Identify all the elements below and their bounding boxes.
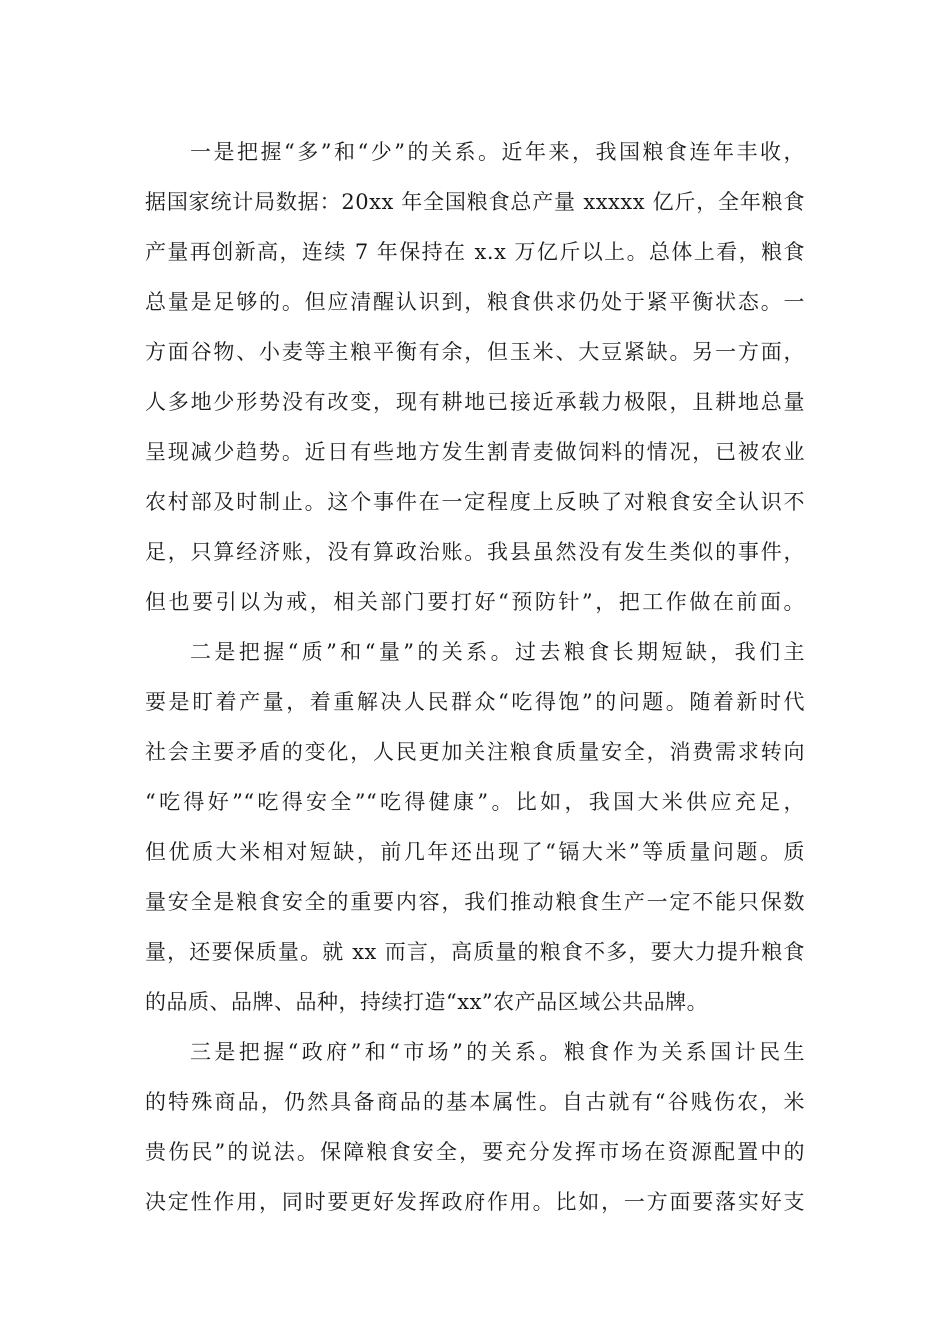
- paragraph-1-line-1: 一是把握“多”和“少”的关系。近年来，我国粮食连年丰收，: [190, 140, 805, 164]
- paragraph-2-line-3: 社会主要矛盾的变化，人民更加关注粮食质量安全，消费需求转向: [145, 740, 805, 764]
- paragraph-1-line-10: 但也要引以为戒，相关部门要打好“预防针”，把工作做在前面。: [145, 590, 805, 614]
- paragraph-2-line-2: 要是盯着产量，着重解决人民群众“吃得饱”的问题。随着新时代: [145, 690, 805, 714]
- paragraph-2-line-1: 二是把握“质”和“量”的关系。过去粮食长期短缺，我们主: [190, 640, 805, 664]
- paragraph-1-line-3: 产量再创新高，连续 7 年保持在 x.x 万亿斤以上。总体上看，粮食: [145, 240, 805, 264]
- paragraph-2-line-6: 量安全是粮食安全的重要内容，我们推动粮食生产一定不能只保数: [145, 890, 805, 914]
- paragraph-2-line-4: “吃得好”“吃得安全”“吃得健康”。比如，我国大米供应充足，: [145, 790, 805, 814]
- paragraph-2-line-7: 量，还要保质量。就 xx 而言，高质量的粮食不多，要大力提升粮食: [145, 940, 805, 964]
- paragraph-1-line-5: 方面谷物、小麦等主粮平衡有余，但玉米、大豆紧缺。另一方面，: [145, 340, 805, 364]
- paragraph-3-line-2: 的特殊商品，仍然具备商品的基本属性。自古就有“谷贱伤农，米: [145, 1090, 805, 1114]
- paragraph-1-line-8: 农村部及时制止。这个事件在一定程度上反映了对粮食安全认识不: [145, 490, 805, 514]
- paragraph-1-line-6: 人多地少形势没有改变，现有耕地已接近承载力极限，且耕地总量: [145, 390, 805, 414]
- paragraph-1-line-7: 呈现减少趋势。近日有些地方发生割青麦做饲料的情况，已被农业: [145, 440, 805, 464]
- paragraph-3-line-3: 贵伤民”的说法。保障粮食安全，要充分发挥市场在资源配置中的: [145, 1140, 805, 1164]
- paragraph-3-line-4: 决定性作用，同时要更好发挥政府作用。比如，一方面要落实好支: [145, 1190, 805, 1214]
- paragraph-2-line-5: 但优质大米相对短缺，前几年还出现了“镉大米”等质量问题。质: [145, 840, 805, 864]
- paragraph-1-line-9: 足，只算经济账，没有算政治账。我县虽然没有发生类似的事件，: [145, 540, 805, 564]
- paragraph-2-line-8: 的品质、品牌、品种，持续打造“xx”农产品区域公共品牌。: [145, 990, 709, 1014]
- paragraph-1-line-4: 总量是足够的。但应清醒认识到，粮食供求仍处于紧平衡状态。一: [145, 290, 805, 314]
- paragraph-3-line-1: 三是把握“政府”和“市场”的关系。粮食作为关系国计民生: [190, 1040, 805, 1064]
- paragraph-1-line-2: 据国家统计局数据：20xx 年全国粮食总产量 xxxxx 亿斤，全年粮食: [145, 190, 805, 214]
